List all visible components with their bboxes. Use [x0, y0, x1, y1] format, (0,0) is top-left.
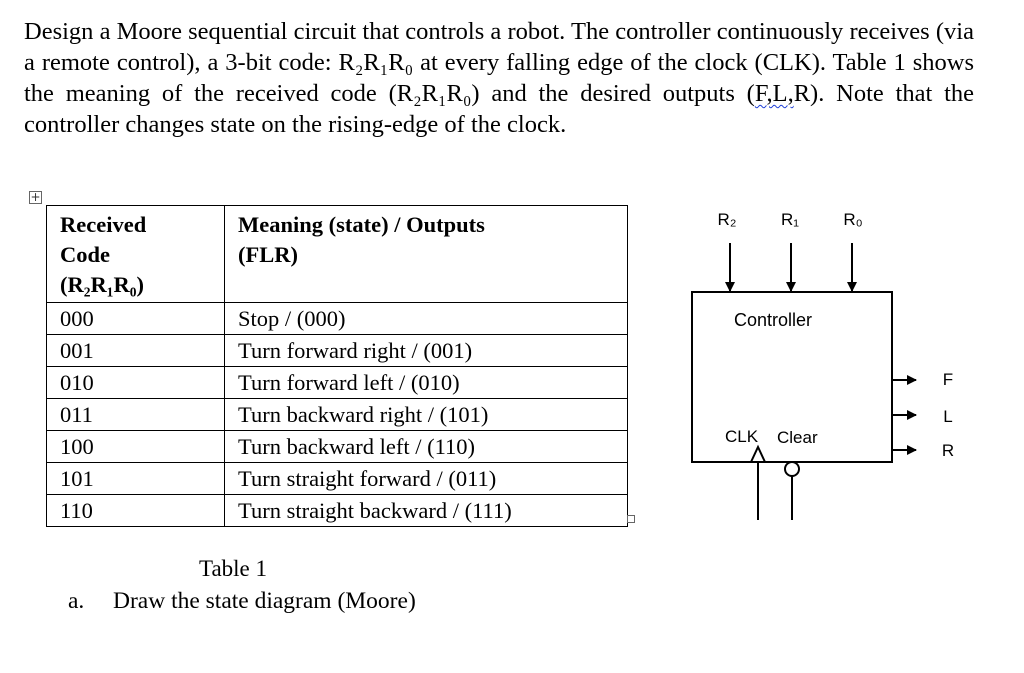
question-label: a. [68, 588, 85, 614]
input-label-r1: R₁ [780, 210, 800, 229]
row-code: 110 [47, 495, 225, 527]
output-label-f: F [942, 370, 954, 389]
controller-block-diagram [680, 195, 980, 535]
table-row [47, 335, 628, 367]
clear-inversion-bubble [785, 462, 799, 476]
row-meaning: Turn forward left / (010) [225, 367, 628, 399]
table-row [47, 463, 628, 495]
controller-label: Controller [733, 310, 813, 330]
table-resize-handle-icon[interactable] [627, 515, 635, 523]
table-move-handle-icon[interactable]: + [30, 190, 41, 204]
table-caption: Table 1 [199, 556, 268, 581]
question-a [68, 588, 416, 615]
output-label-l: L [943, 407, 953, 426]
header-received-code: Received Code (R₂R₁R₀) [47, 206, 225, 303]
row-code: 011 [47, 399, 225, 431]
row-meaning: Turn straight forward / (011) [225, 463, 628, 495]
table-row [47, 303, 628, 335]
table-header-row [47, 206, 628, 303]
problem-text-pre: Design a Moore sequential circuit that controls a robot. The controller continuously receives (via a remote control), a 3-bit code: R₂R₁R₀ at every falling edge of the clock (CLK). Table 1 shows the meaning of the received code (R₂R₁R₀) and the desired outputs ( [24, 18, 974, 107]
table-row [47, 495, 628, 527]
row-code: 100 [47, 431, 225, 463]
spellcheck-underlined-text: F,L, [754, 80, 794, 107]
header-meaning-outputs: Meaning (state) / Outputs (FLR) [225, 206, 628, 303]
row-meaning: Turn backward left / (110) [225, 431, 628, 463]
input-label-r2: R₂ [717, 210, 737, 229]
table-row [47, 399, 628, 431]
table-row [47, 367, 628, 399]
row-meaning: Turn forward right / (001) [225, 335, 628, 367]
clk-label: CLK [725, 427, 759, 446]
row-code: 010 [47, 367, 225, 399]
table-row [47, 431, 628, 463]
row-meaning: Turn straight backward / (111) [225, 495, 628, 527]
row-code: 000 [47, 303, 225, 335]
row-code: 001 [47, 335, 225, 367]
output-label-r: R [941, 441, 955, 460]
problem-text-post: R). Note that the controller changes state on the rising-edge of the clock. [24, 80, 974, 138]
code-table [46, 205, 628, 527]
question-text: Draw the state diagram (Moore) [113, 588, 416, 614]
problem-statement [24, 16, 974, 140]
input-label-r0: R₀ [843, 210, 863, 229]
row-meaning: Stop / (000) [225, 303, 628, 335]
row-meaning: Turn backward right / (101) [225, 399, 628, 431]
row-code: 101 [47, 463, 225, 495]
clear-label: Clear [777, 428, 818, 447]
